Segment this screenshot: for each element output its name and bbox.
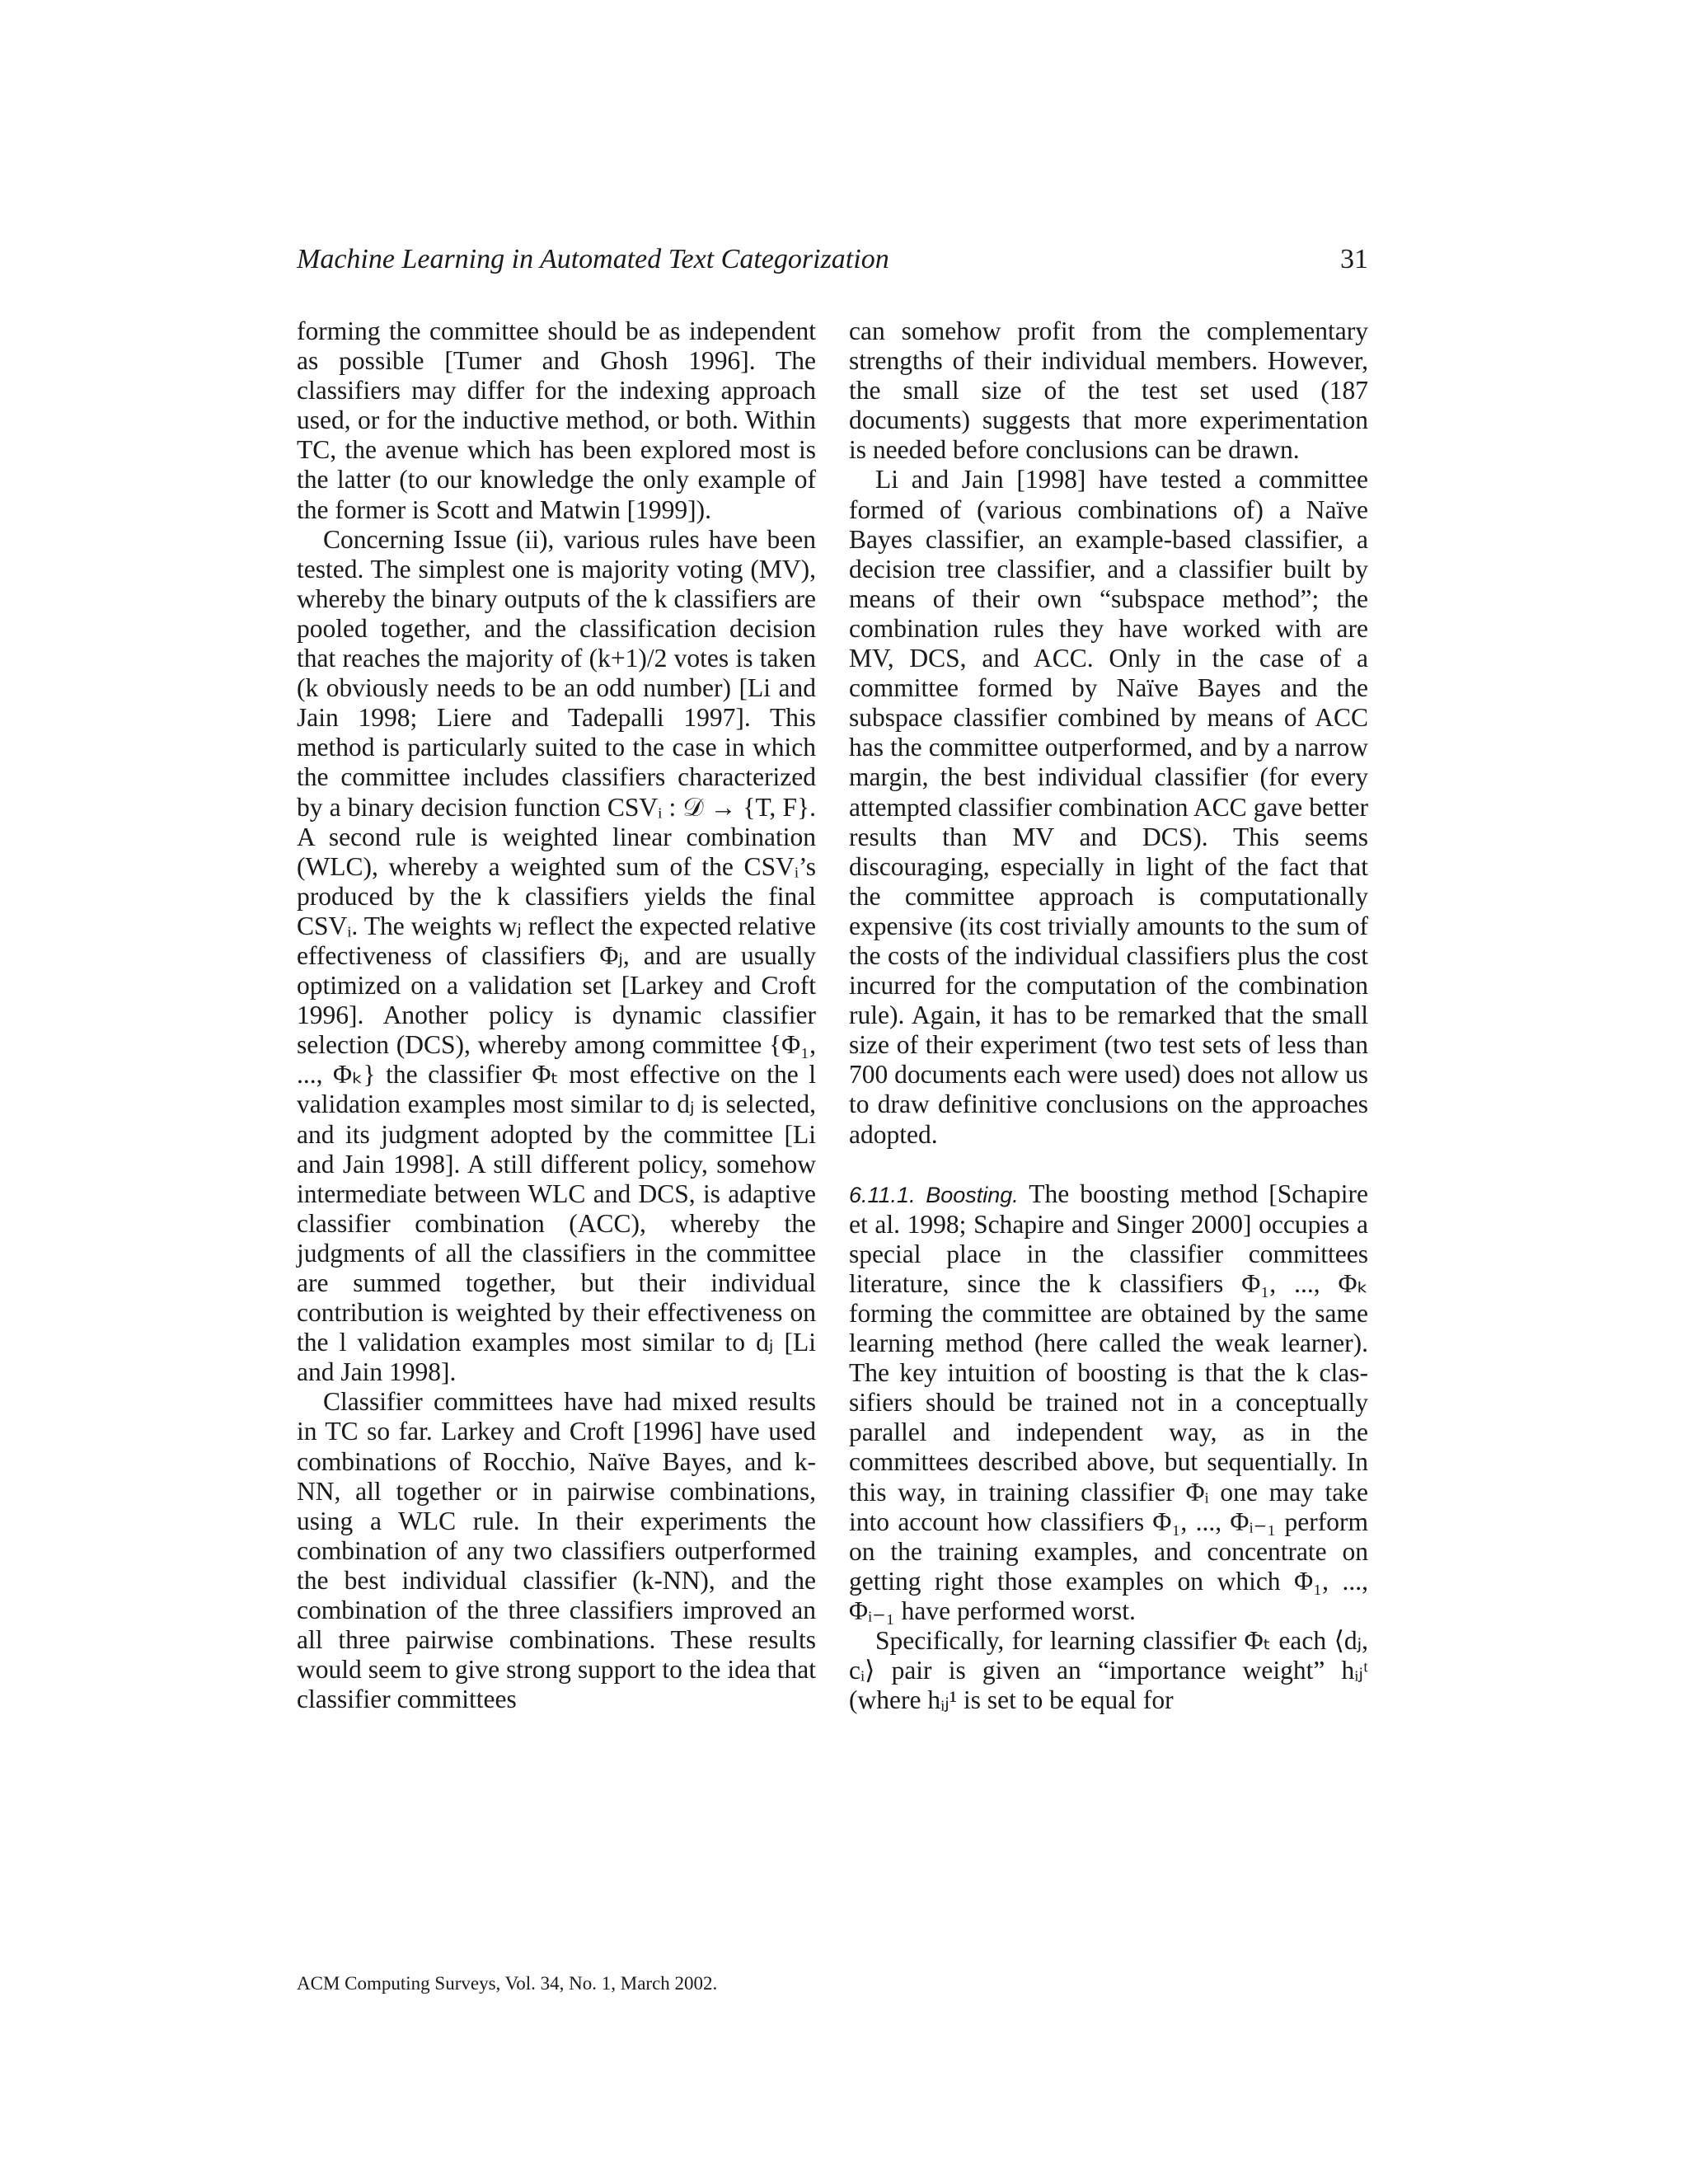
footer-citation: ACM Computing Surveys, Vol. 34, No. 1, March 2002. <box>297 1973 718 1994</box>
paragraph: can somehow profit from the complementary strengths of their individual members. However, the small size of the test set used (187 documents) suggests that more experimentation is needed before conclusions can be drawn. <box>849 316 1368 465</box>
boosting-paragraph <box>849 1179 1368 1626</box>
running-head: Machine Learning in Automated Text Categorization <box>297 244 889 274</box>
right-column <box>849 316 1368 1715</box>
paragraph: Classifier committees have had mixed results in TC so far. Larkey and Croft [1996] have used combinations of Rocchio, Naïve Bayes, and k-NN, all together or in pairwise combinations, using a WLC rule. In their experiments the combination of any two classifiers outperformed the best individual classifier (k-NN), and the combination of the three classifiers improved an all three pairwise combinations. These results would seem to give strong support to the idea that classifier committees <box>297 1387 816 1714</box>
paragraph: Li and Jain [1998] have tested a committee formed of (various combinations of) a Naïve Bayes classifier, an example-based classifier, a decision tree classifier, and a classifier built by means of their own “subspace method”; the combination rules they have worked with are MV, DCS, and ACC. Only in the case of a committee formed by Naïve Bayes and the subspace classifier combined by means of ACC has the committee outperformed, and by a narrow margin, the best individual classifier (for every attempted classifier combination ACC gave better results than MV and DCS). This seems discouraging, especially in light of the fact that the committee approach is computationally expensive (its cost trivially amounts to the sum of the costs of the individual classifiers plus the cost incurred for the computation of the combination rule). Again, it has to be remarked that the small size of their experiment (two test sets of less than 700 documents each were used) does not allow us to draw definitive conclusions on the approaches adopted. <box>849 465 1368 1149</box>
boosting-text: The boosting method [Schapire et al. 1998; Schapire and Singer 2000] occupies a special place in the classifier committees literature, since the k classifiers Φ₁, ..., Φₖ forming the committee are obtained by the same learning method (here called the weak learner). The key intuition of boosting is that the k classifiers should be trained not in a conceptually parallel and independent way, as in the committees described above, but sequentially. In this way, in training classifier Φᵢ one may take into account how classifiers Φ₁, ..., Φᵢ₋₁ perform on the training examples, and concentrate on getting right those examples on which Φ₁, ..., Φᵢ₋₁ have performed worst. <box>849 1179 1368 1625</box>
subsection-heading: 6.11.1. Boosting. <box>849 1182 1019 1207</box>
paragraph: forming the committee should be as independent as possible [Tumer and Ghosh 1996]. The classifiers may differ for the indexing approach used, or for the inductive method, or both. Within TC, the avenue which has been explored most is the latter (to our knowledge the only example of the former is Scott and Matwin [1999]). <box>297 316 816 524</box>
paragraph: Concerning Issue (ii), various rules have been tested. The simplest one is majority voting (MV), whereby the binary outputs of the k classifiers are pooled together, and the classification decision that reaches the majority of (k+1)/2 votes is taken (k obviously needs to be an odd number) [Li and Jain 1998; Liere and Tadepalli 1997]. This method is particularly suited to the case in which the committee includes classifiers characterized by a binary decision function CSVᵢ : 𝒟 → {T, F}. A second rule is weighted linear combination (WLC), whereby a weighted sum of the CSVᵢ’s produced by the k classifiers yields the final CSVᵢ. The weights wⱼ reflect the expected relative effectiveness of classifiers Φⱼ, and are usually optimized on a validation set [Larkey and Croft 1996]. Another policy is dynamic classifier selection (DCS), whereby among committee {Φ₁, ..., Φₖ} the classifier Φₜ most effective on the l validation examples most similar to dⱼ is selected, and its judgment adopted by the committee [Li and Jain 1998]. A still different policy, somehow intermediate between WLC and DCS, is adaptive classifier combination (ACC), whereby the judgments of all the classifiers in the committee are summed together, but their individual contribution is weighted by their effectiveness on the l validation examples most similar to dⱼ [Li and Jain 1998]. <box>297 524 816 1387</box>
paragraph: Specifically, for learning classifier Φₜ each ⟨dⱼ, cᵢ⟩ pair is given an “importance weight” hᵢⱼᵗ (where hᵢⱼ¹ is set to be equal for <box>849 1626 1368 1715</box>
left-column <box>297 316 816 1714</box>
page-number: 31 <box>1340 244 1368 274</box>
